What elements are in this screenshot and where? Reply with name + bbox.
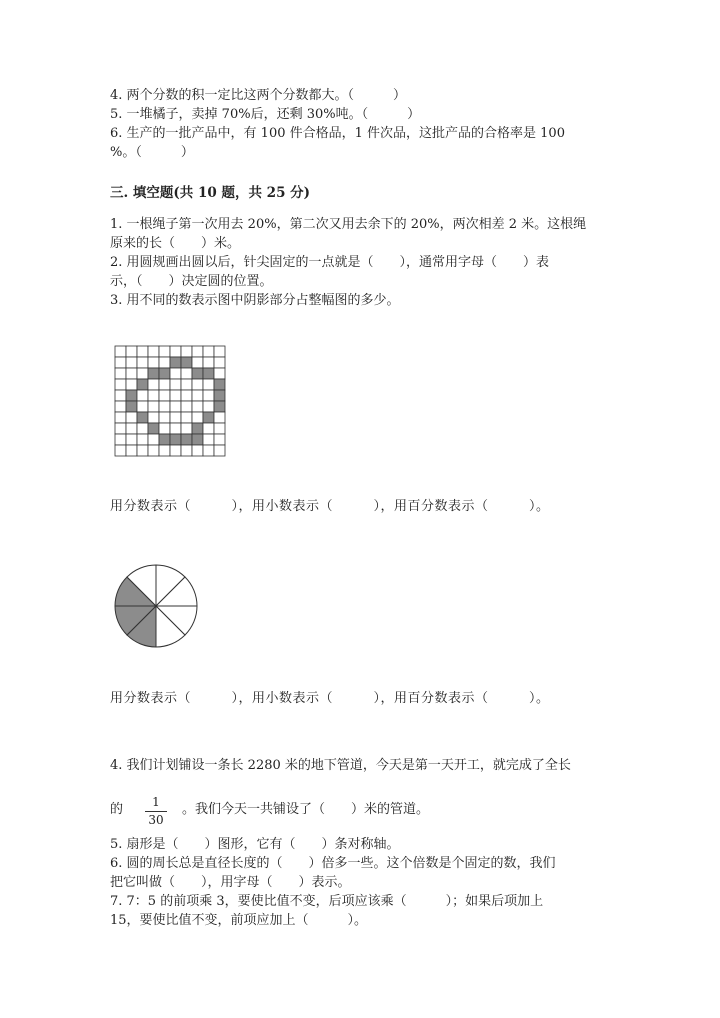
- grid-cell: [159, 412, 170, 423]
- grid-cell-shaded: [137, 412, 148, 423]
- grid-cell-shaded: [126, 401, 137, 412]
- grid-cell: [137, 390, 148, 401]
- grid-cell: [181, 379, 192, 390]
- grid-cell: [159, 379, 170, 390]
- grid-cell: [115, 401, 126, 412]
- grid-cell-shaded: [159, 434, 170, 445]
- grid-cell: [192, 401, 203, 412]
- fill-q2-line2: 示，（ ）决定圆的位置。: [110, 274, 273, 289]
- grid-cell-shaded: [192, 423, 203, 434]
- grid-cell: [181, 401, 192, 412]
- grid-cell: [115, 368, 126, 379]
- grid-cell: [148, 412, 159, 423]
- fill-q2-line1: 2. 用圆规画出圆以后，针尖固定的一点就是（ ），通常用字母（ ）表: [110, 255, 550, 270]
- grid-cell-shaded: [159, 368, 170, 379]
- grid-cell: [126, 368, 137, 379]
- grid-cell: [203, 346, 214, 357]
- grid-cell: [115, 379, 126, 390]
- grid-cell: [181, 445, 192, 456]
- grid-cell: [148, 346, 159, 357]
- grid-cell-shaded: [170, 357, 181, 368]
- grid-cell-shaded: [181, 357, 192, 368]
- grid-cell: [192, 412, 203, 423]
- judgement-q4: 4. 两个分数的积一定比这两个分数都大。（ ）: [110, 88, 407, 103]
- grid-cell-shaded: [203, 368, 214, 379]
- fraction-denominator: 30: [148, 813, 164, 827]
- grid-cell: [170, 379, 181, 390]
- grid-cell: [137, 434, 148, 445]
- grid-cell: [159, 390, 170, 401]
- grid-cell: [203, 401, 214, 412]
- grid-cell: [137, 357, 148, 368]
- grid-cell: [192, 445, 203, 456]
- fill-q1-line1: 1. 一根绳子第一次用去 20%，第二次又用去余下的 20%，两次相差 2 米。这根绳: [110, 217, 587, 232]
- grid-cell: [214, 357, 225, 368]
- grid-cell: [137, 423, 148, 434]
- grid-cell: [192, 346, 203, 357]
- fraction-bar: [145, 811, 167, 812]
- section-title: 三. 填空题(共 10 题，共 25 分): [110, 185, 311, 201]
- judgement-q5: 5. 一堆橘子，卖掉 70%后，还剩 30%吨。（ ）: [110, 107, 421, 122]
- grid-cell-shaded: [181, 434, 192, 445]
- shaded-circle-figure: [113, 563, 199, 649]
- grid-cell: [203, 357, 214, 368]
- grid-cell: [126, 423, 137, 434]
- grid-cell: [126, 357, 137, 368]
- fill-q1-line2: 原来的长（ ）米。: [110, 236, 241, 251]
- grid-cell: [159, 423, 170, 434]
- grid-cell: [148, 357, 159, 368]
- fill-q7-line2: 15，要使比值不变，前项应加上（ ）。: [110, 913, 368, 928]
- grid-cell: [159, 401, 170, 412]
- grid-cell: [214, 423, 225, 434]
- judgement-q6-line2: %。（ ）: [110, 145, 194, 160]
- judgement-q6-line1: 6. 生产的一批产品中，有 100 件合格品，1 件次品，这批产品的合格率是 100: [110, 126, 565, 141]
- grid-cell: [115, 346, 126, 357]
- grid-cell: [126, 379, 137, 390]
- grid-cell: [126, 434, 137, 445]
- grid-cell: [192, 379, 203, 390]
- grid-cell-shaded: [148, 423, 159, 434]
- grid-cell: [126, 445, 137, 456]
- grid-cell: [181, 412, 192, 423]
- grid-cell: [181, 368, 192, 379]
- grid-cell: [214, 412, 225, 423]
- grid-cell: [214, 434, 225, 445]
- grid-cell-shaded: [148, 368, 159, 379]
- grid-cell-shaded: [203, 412, 214, 423]
- grid-cell: [203, 445, 214, 456]
- grid-cell: [214, 445, 225, 456]
- grid-cell: [203, 423, 214, 434]
- grid-cell-shaded: [214, 379, 225, 390]
- grid-cell: [214, 346, 225, 357]
- grid-cell: [192, 390, 203, 401]
- grid-cell: [181, 346, 192, 357]
- grid-cell: [137, 401, 148, 412]
- grid-cell: [115, 412, 126, 423]
- grid-cell: [126, 346, 137, 357]
- grid-cell: [159, 357, 170, 368]
- grid-cell: [181, 423, 192, 434]
- grid-cell: [170, 368, 181, 379]
- grid-cell: [115, 445, 126, 456]
- fill-q6-line2: 把它叫做（ ），用字母（ ）表示。: [110, 875, 351, 890]
- grid-cell: [115, 390, 126, 401]
- grid-cell: [115, 434, 126, 445]
- grid-cell: [126, 412, 137, 423]
- grid-cell-shaded: [170, 434, 181, 445]
- fraction-one-thirtieth: [145, 795, 167, 828]
- grid-cell: [170, 346, 181, 357]
- fill-q4-prefix: 的: [110, 802, 124, 817]
- grid-cell: [181, 390, 192, 401]
- grid-cell: [115, 357, 126, 368]
- grid-cell: [159, 346, 170, 357]
- grid-cell-shaded: [137, 379, 148, 390]
- grid-cell-shaded: [214, 401, 225, 412]
- grid-cell: [170, 412, 181, 423]
- grid-cell-shaded: [192, 368, 203, 379]
- grid-cell: [159, 445, 170, 456]
- grid-cell: [137, 346, 148, 357]
- fraction-numerator: 1: [152, 795, 160, 809]
- grid-cell: [137, 368, 148, 379]
- grid-cell: [148, 401, 159, 412]
- fill-q5: 5. 扇形是（ ）图形，它有（ ）条对称轴。: [110, 837, 400, 852]
- grid-cell: [214, 368, 225, 379]
- grid-cell: [192, 357, 203, 368]
- fill-q4-suffix: 。我们今天一共铺设了（ ）米的管道。: [182, 802, 430, 817]
- grid-cell-shaded: [214, 390, 225, 401]
- grid-cell: [148, 379, 159, 390]
- grid-cell: [170, 423, 181, 434]
- grid-cell: [170, 390, 181, 401]
- grid-cell: [203, 434, 214, 445]
- grid-cell: [203, 390, 214, 401]
- grid-cell: [170, 401, 181, 412]
- circle-answer-line: 用分数表示（ ），用小数表示（ ），用百分数表示（ ）。: [110, 691, 550, 706]
- grid-answer-line: 用分数表示（ ），用小数表示（ ），用百分数表示（ ）。: [110, 499, 550, 514]
- grid-cell-shaded: [192, 434, 203, 445]
- shaded-grid-figure: [114, 345, 226, 457]
- fill-q6-line1: 6. 圆的周长总是直径长度的（ ）倍多一些。这个倍数是个固定的数，我们: [110, 856, 556, 871]
- grid-cell: [203, 379, 214, 390]
- grid-cell: [170, 445, 181, 456]
- fill-q4-line1: 4. 我们计划铺设一条长 2280 米的地下管道，今天是第一天开工，就完成了全长: [110, 758, 571, 773]
- fill-q7-line1: 7. 7：5 的前项乘 3，要使比值不变，后项应该乘（ ）；如果后项加上: [110, 894, 544, 909]
- grid-cell-shaded: [126, 390, 137, 401]
- fill-q3: 3. 用不同的数表示图中阴影部分占整幅图的多少。: [110, 293, 400, 308]
- grid-cell: [148, 445, 159, 456]
- grid-cell: [115, 423, 126, 434]
- grid-cell: [137, 445, 148, 456]
- grid-cell: [148, 390, 159, 401]
- grid-cell: [148, 434, 159, 445]
